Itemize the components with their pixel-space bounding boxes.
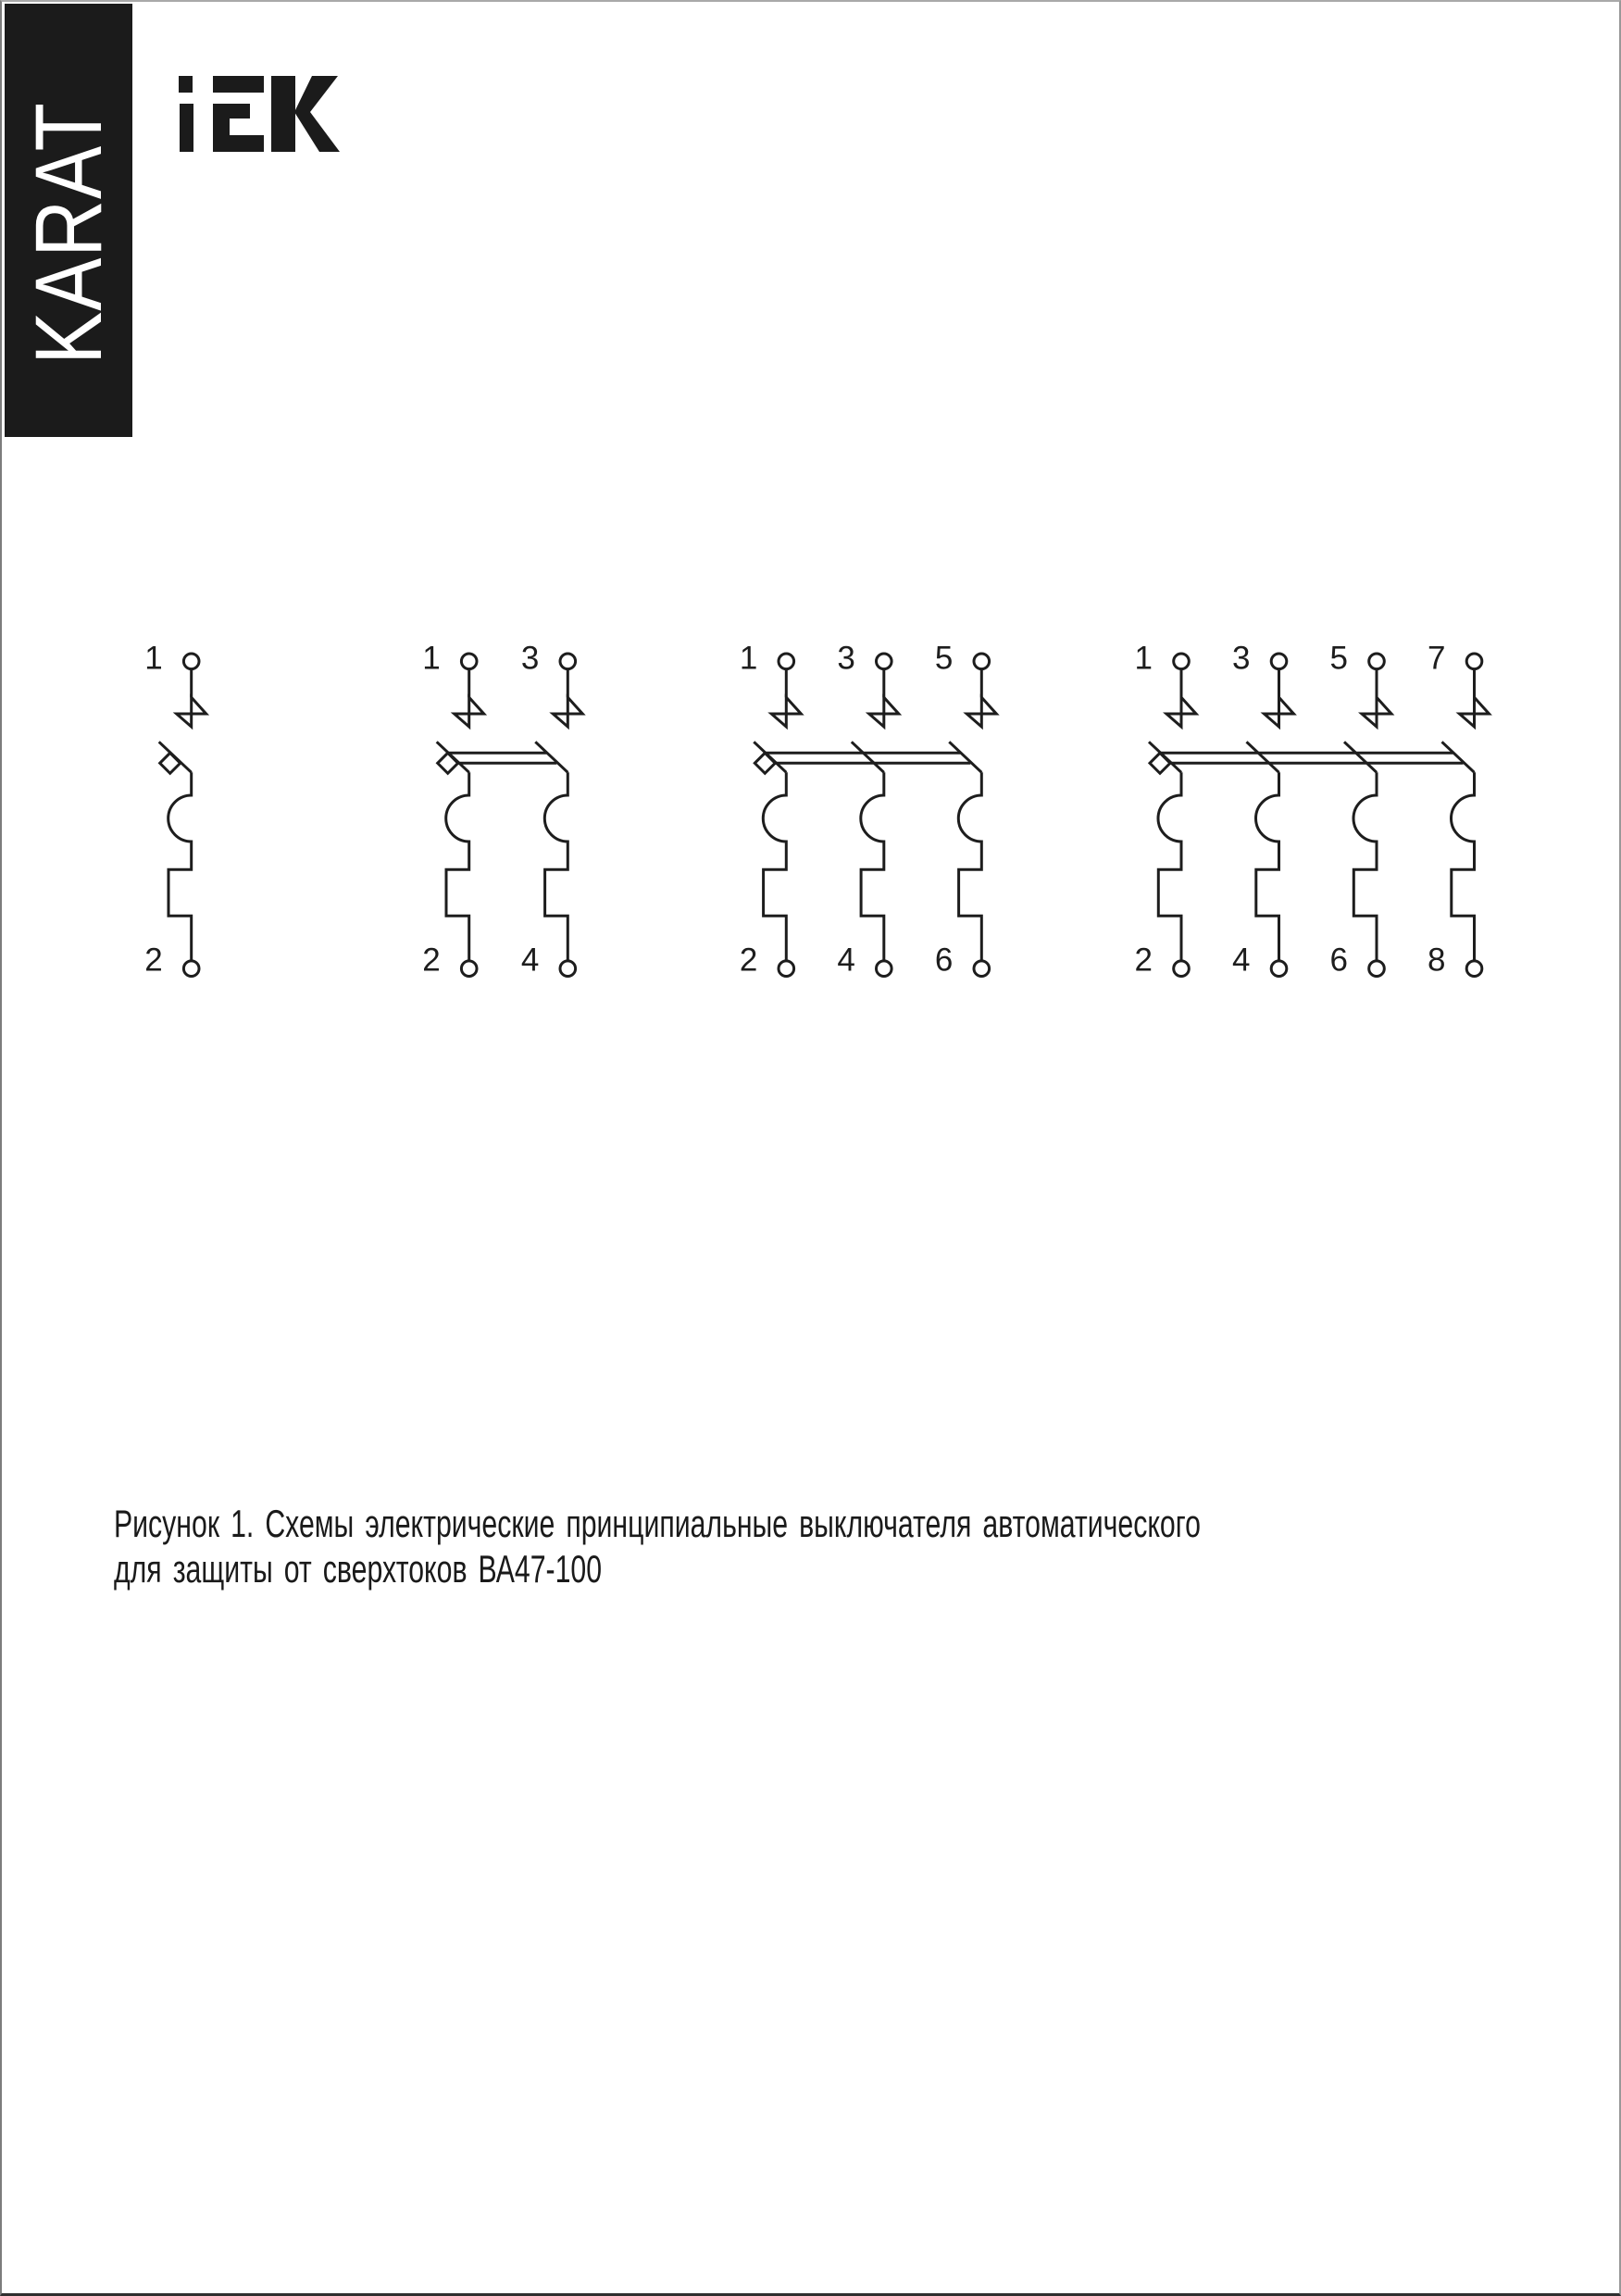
terminal-bottom [877,961,892,977]
terminal-bottom [461,961,477,977]
terminal-top [974,654,990,669]
pole [521,641,582,979]
terminal-bottom [974,961,990,977]
terminal-label-top: 3 [837,640,855,677]
terminal-label-top: 1 [739,640,758,677]
terminal-label-top: 5 [934,640,954,677]
pole-body [168,772,192,961]
terminal-label-top: 3 [1232,640,1251,677]
breaker-mechanism-square [754,753,775,773]
diagram-1-pole [144,641,206,979]
pole [1330,641,1391,979]
pole-body [446,772,469,961]
release-arrow [1460,697,1490,727]
breaker-mechanism-square [1150,753,1170,773]
terminal-top [461,654,477,669]
terminal-bottom [183,961,199,977]
terminal-label-bottom: 2 [1134,942,1153,979]
diagram-2-pole [422,641,582,979]
terminal-bottom [1369,961,1385,977]
release-arrow [455,697,484,727]
terminal-bottom [560,961,576,977]
pole-body [544,772,567,961]
pole [1135,641,1196,979]
pole-body [1353,772,1377,961]
terminal-bottom [779,961,794,977]
figure-caption [114,1502,1201,1591]
terminal-label-top: 1 [1134,640,1153,677]
release-arrow [1166,697,1196,727]
terminal-label-bottom: 8 [1428,942,1446,979]
release-arrow [771,697,801,727]
terminal-label-top: 7 [1428,640,1446,677]
terminal-bottom [1174,961,1190,977]
release-arrow [553,697,582,727]
pole-body [1158,772,1181,961]
breaker-mechanism-square [160,753,181,773]
pole-body [1256,772,1279,961]
pole-body [861,772,884,961]
release-arrow [1362,697,1391,727]
pole [422,641,483,979]
breaker-mechanism-square [438,753,458,773]
diagram-3-pole [740,641,996,979]
pole [837,641,898,979]
terminal-top [779,654,794,669]
contact-blade [535,742,567,772]
terminal-label-bottom: 2 [144,942,163,979]
terminal-top [560,654,576,669]
terminal-label-top: 1 [422,640,441,677]
terminal-label-bottom: 2 [739,942,758,979]
terminal-top [183,654,199,669]
terminal-label-bottom: 6 [934,942,954,979]
pole-body [958,772,981,961]
terminal-label-top: 3 [520,640,540,677]
pole-body [763,772,786,961]
terminal-bottom [1271,961,1287,977]
terminal-top [1174,654,1190,669]
terminal-top [877,654,892,669]
terminal-label-bottom: 4 [837,942,855,979]
terminal-top [1369,654,1385,669]
terminal-label-top: 1 [144,640,163,677]
pole-body [1451,772,1474,961]
release-arrow [966,697,996,727]
terminal-bottom [1466,961,1482,977]
terminal-top [1271,654,1287,669]
terminal-label-bottom: 4 [1232,942,1251,979]
terminal-top [1466,654,1482,669]
terminal-label-top: 5 [1329,640,1348,677]
pole [935,641,996,979]
contact-blade [1442,742,1475,772]
figure-caption-line-2: для защиты от сверхтоков ВА47-100 [114,1546,603,1591]
terminal-label-bottom: 4 [520,942,540,979]
pole [740,641,801,979]
figure-caption-line-1: Рисунок 1. Схемы электрические принципиальные выключателя автоматического [114,1502,1201,1545]
contact-blade [1344,742,1377,772]
contact-blade [1247,742,1279,772]
release-arrow [1265,697,1294,727]
pole [1232,641,1293,979]
release-arrow [177,697,206,727]
contact-blade [852,742,884,772]
terminal-label-bottom: 2 [422,942,441,979]
contact-blade [949,742,981,772]
terminal-label-bottom: 6 [1329,942,1348,979]
release-arrow [869,697,899,727]
diagram-4-pole [1135,641,1490,979]
pole [1428,641,1489,979]
karat-banner-text: KARAT [16,102,121,365]
pole [144,641,206,979]
